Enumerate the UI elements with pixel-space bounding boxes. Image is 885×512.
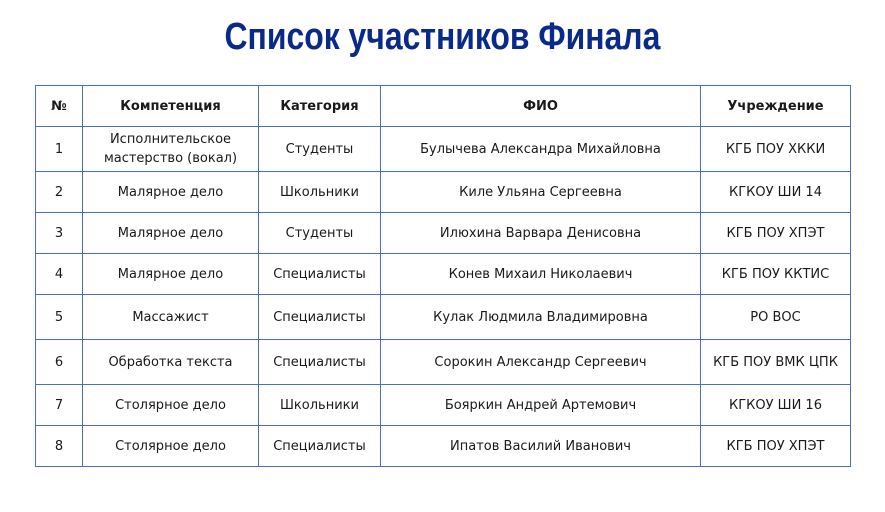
cell-full-name: Сорокин Александр Сергеевич (381, 340, 701, 385)
cell-category: Школьники (259, 385, 381, 426)
cell-number: 7 (36, 385, 83, 426)
table-row (36, 385, 851, 426)
cell-institution: КГБ ПОУ ХПЭТ (701, 213, 851, 254)
table-row (36, 340, 851, 385)
table-row (36, 254, 851, 295)
cell-category: Школьники (259, 172, 381, 213)
cell-full-name: Булычева Александра Михайловна (381, 127, 701, 172)
cell-institution: РО ВОС (701, 295, 851, 340)
cell-competency: Обработка текста (83, 340, 259, 385)
cell-institution: КГБ ПОУ ХККИ (701, 127, 851, 172)
cell-full-name: Бояркин Андрей Артемович (381, 385, 701, 426)
cell-competency: Массажист (83, 295, 259, 340)
cell-institution: КГКОУ ШИ 16 (701, 385, 851, 426)
cell-category: Специалисты (259, 295, 381, 340)
header-institution: Учреждение (701, 86, 851, 127)
cell-full-name: Конев Михаил Николаевич (381, 254, 701, 295)
cell-competency: Столярное дело (83, 426, 259, 467)
table-row (36, 213, 851, 254)
cell-number: 6 (36, 340, 83, 385)
cell-category: Студенты (259, 127, 381, 172)
table-header-row (36, 86, 851, 127)
cell-institution: КГКОУ ШИ 14 (701, 172, 851, 213)
table-row (36, 426, 851, 467)
header-competency: Компетенция (83, 86, 259, 127)
cell-category: Специалисты (259, 254, 381, 295)
header-category: Категория (259, 86, 381, 127)
cell-number: 8 (36, 426, 83, 467)
cell-category: Студенты (259, 213, 381, 254)
cell-category: Специалисты (259, 426, 381, 467)
cell-competency: Малярное дело (83, 172, 259, 213)
cell-number: 4 (36, 254, 83, 295)
cell-full-name: Кулак Людмила Владимировна (381, 295, 701, 340)
table-row (36, 127, 851, 172)
cell-number: 1 (36, 127, 83, 172)
participants-table (35, 85, 851, 467)
cell-full-name: Илюхина Варвара Денисовна (381, 213, 701, 254)
table-row (36, 295, 851, 340)
cell-competency: Малярное дело (83, 213, 259, 254)
cell-category: Специалисты (259, 340, 381, 385)
cell-competency: Малярное дело (83, 254, 259, 295)
table-row (36, 172, 851, 213)
cell-competency: Столярное дело (83, 385, 259, 426)
cell-number: 3 (36, 213, 83, 254)
header-full-name: ФИО (381, 86, 701, 127)
cell-number: 5 (36, 295, 83, 340)
cell-institution: КГБ ПОУ ККТИС (701, 254, 851, 295)
cell-number: 2 (36, 172, 83, 213)
page-title: Список участников Финала (224, 16, 661, 58)
cell-full-name: Киле Ульяна Сергеевна (381, 172, 701, 213)
header-number: № (36, 86, 83, 127)
cell-full-name: Ипатов Василий Иванович (381, 426, 701, 467)
cell-institution: КГБ ПОУ ХПЭТ (701, 426, 851, 467)
cell-institution: КГБ ПОУ ВМК ЦПК (701, 340, 851, 385)
cell-competency: Исполнительское мастерство (вокал) (83, 127, 259, 172)
